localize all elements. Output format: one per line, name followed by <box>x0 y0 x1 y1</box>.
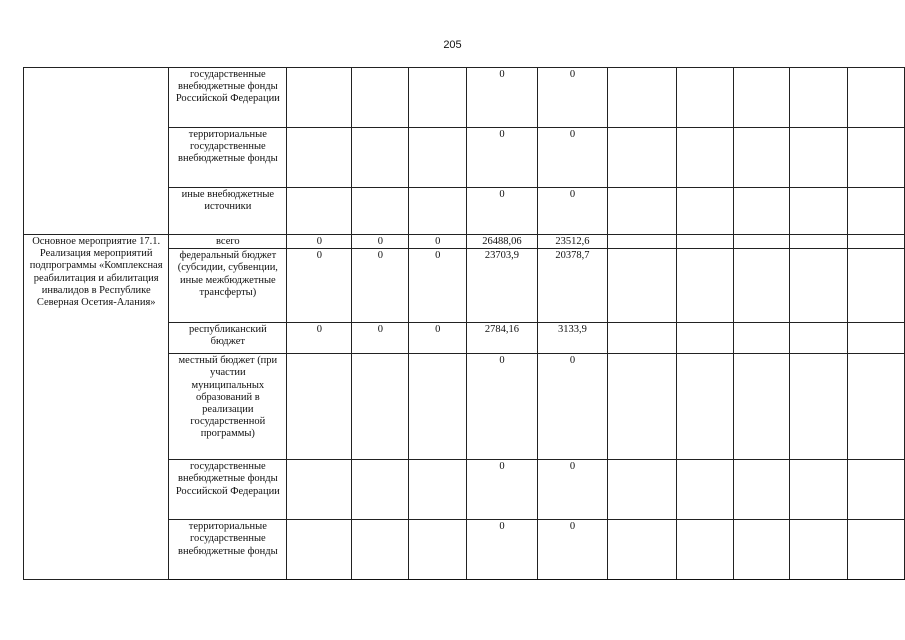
empty-cell <box>608 460 677 520</box>
empty-cell <box>608 235 677 249</box>
value-cell: 0 <box>287 249 352 323</box>
value-cell <box>287 354 352 460</box>
empty-cell <box>608 68 677 128</box>
value-cell <box>287 188 352 235</box>
empty-cell <box>733 68 789 128</box>
empty-cell <box>847 520 904 580</box>
value-cell: 0 <box>287 323 352 354</box>
table-row <box>24 235 905 249</box>
empty-cell <box>608 354 677 460</box>
value-cell <box>409 188 467 235</box>
empty-cell <box>677 128 733 188</box>
value-cell: 0 <box>287 235 352 249</box>
value-cell <box>352 354 409 460</box>
value-cell <box>409 128 467 188</box>
empty-cell <box>847 460 904 520</box>
empty-cell <box>733 249 789 323</box>
empty-cell <box>790 188 847 235</box>
funding-source-cell: государственные внебюджетные фонды Российской Федерации <box>169 68 287 128</box>
empty-cell <box>608 520 677 580</box>
value-cell: 0 <box>467 520 538 580</box>
empty-cell <box>790 128 847 188</box>
funding-source-cell: местный бюджет (при участии муниципальных образований в реализации государственной программы) <box>169 354 287 460</box>
value-cell <box>409 460 467 520</box>
empty-cell <box>677 249 733 323</box>
empty-cell <box>790 249 847 323</box>
value-cell <box>409 68 467 128</box>
empty-cell <box>847 188 904 235</box>
empty-cell <box>677 188 733 235</box>
empty-cell <box>677 460 733 520</box>
empty-cell <box>733 188 789 235</box>
empty-cell <box>677 68 733 128</box>
value-cell: 23703,9 <box>467 249 538 323</box>
empty-cell <box>847 323 904 354</box>
value-cell <box>409 354 467 460</box>
empty-cell <box>847 68 904 128</box>
funding-source-cell: территориальные государственные внебюджетные фонды <box>169 520 287 580</box>
empty-cell <box>790 460 847 520</box>
empty-cell <box>847 249 904 323</box>
value-cell <box>409 520 467 580</box>
measure-title-cell: Основное мероприятие 17.1. Реализация мероприятий подпрограммы «Комплексная реабилитация и абилитация инвалидов в Республике Северная Осетия-Алания» <box>24 235 169 580</box>
value-cell <box>352 128 409 188</box>
value-cell: 0 <box>467 354 538 460</box>
value-cell: 0 <box>352 323 409 354</box>
value-cell: 0 <box>537 520 607 580</box>
value-cell: 0 <box>537 68 607 128</box>
value-cell <box>287 520 352 580</box>
value-cell <box>287 68 352 128</box>
value-cell <box>287 460 352 520</box>
value-cell: 0 <box>537 128 607 188</box>
value-cell <box>352 520 409 580</box>
funding-source-cell: государственные внебюджетные фонды Российской Федерации <box>169 460 287 520</box>
empty-cell <box>677 354 733 460</box>
empty-cell <box>790 354 847 460</box>
value-cell <box>352 68 409 128</box>
value-cell: 0 <box>467 460 538 520</box>
empty-cell <box>608 249 677 323</box>
value-cell: 0 <box>467 128 538 188</box>
funding-source-cell: республиканский бюджет <box>169 323 287 354</box>
value-cell: 23512,6 <box>537 235 607 249</box>
value-cell: 20378,7 <box>537 249 607 323</box>
value-cell <box>352 188 409 235</box>
value-cell: 0 <box>537 460 607 520</box>
value-cell <box>352 460 409 520</box>
empty-cell <box>847 128 904 188</box>
empty-cell <box>790 235 847 249</box>
funding-source-cell: территориальные государственные внебюджетные фонды <box>169 128 287 188</box>
empty-cell <box>733 128 789 188</box>
value-cell: 0 <box>352 249 409 323</box>
funding-source-cell: всего <box>169 235 287 249</box>
empty-cell <box>733 520 789 580</box>
value-cell: 0 <box>409 235 467 249</box>
empty-cell <box>847 235 904 249</box>
empty-cell <box>608 188 677 235</box>
value-cell: 26488,06 <box>467 235 538 249</box>
empty-cell <box>677 520 733 580</box>
value-cell: 0 <box>409 323 467 354</box>
empty-cell <box>790 323 847 354</box>
empty-cell <box>847 354 904 460</box>
value-cell: 0 <box>467 188 538 235</box>
value-cell: 0 <box>409 249 467 323</box>
empty-cell <box>677 323 733 354</box>
empty-cell <box>733 460 789 520</box>
empty-cell <box>733 354 789 460</box>
budget-table <box>23 67 905 580</box>
empty-cell <box>677 235 733 249</box>
value-cell: 0 <box>352 235 409 249</box>
value-cell: 2784,16 <box>467 323 538 354</box>
empty-cell <box>733 323 789 354</box>
value-cell: 3133,9 <box>537 323 607 354</box>
value-cell: 0 <box>537 188 607 235</box>
value-cell <box>287 128 352 188</box>
value-cell: 0 <box>467 68 538 128</box>
empty-cell <box>608 323 677 354</box>
funding-source-cell: иные внебюджетные источники <box>169 188 287 235</box>
funding-source-cell: федеральный бюджет (субсидии, субвенции, иные межбюджетные трансферты) <box>169 249 287 323</box>
empty-cell <box>790 520 847 580</box>
value-cell: 0 <box>537 354 607 460</box>
page-number: 205 <box>443 39 462 51</box>
table-row <box>24 68 905 128</box>
empty-cell <box>733 235 789 249</box>
empty-measure-cell <box>24 68 169 235</box>
empty-cell <box>790 68 847 128</box>
empty-cell <box>608 128 677 188</box>
